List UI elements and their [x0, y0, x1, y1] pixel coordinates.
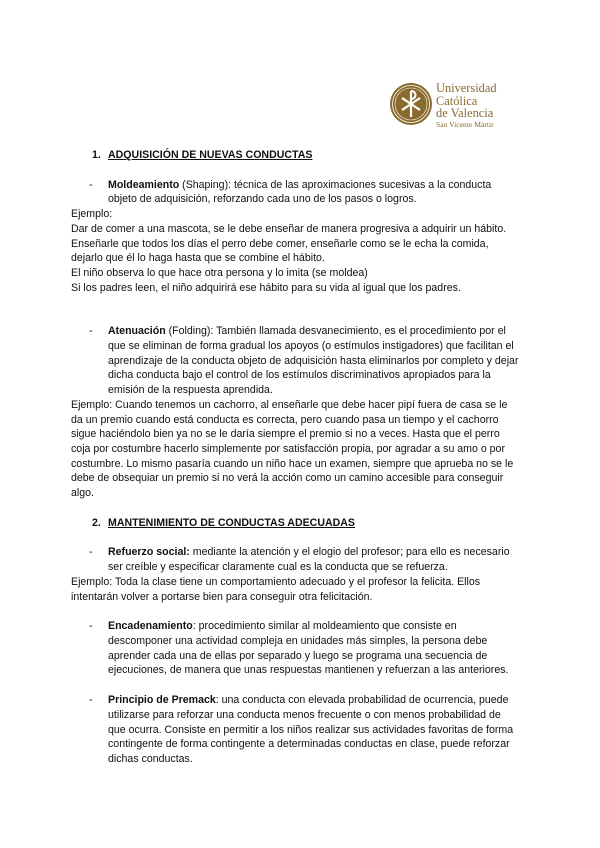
section-number: 1. [92, 149, 101, 161]
section-heading-1 [92, 148, 521, 163]
term-label: Encadenamiento [108, 620, 193, 633]
list-item-refuerzo-social [71, 545, 521, 574]
list-item-atenuacion [71, 324, 521, 398]
document-body [71, 148, 521, 767]
bullet-dash: - [89, 546, 93, 559]
term-label: Moldeamiento [108, 178, 180, 191]
example-text: Dar de comer a una mascota, se le debe enseñar de manera progresiva a adquirir un hábito. Enseñarle que todos los días el perro debe comer, enseñarle como se le echa la comida, dejarlo que él lo haga hasta que se combine el hábito. [71, 222, 507, 265]
logo-line-subtitle: San Vicente Mártir [436, 119, 494, 129]
logo-line-valencia: de Valencia [436, 106, 494, 121]
list-item-encadenamiento [71, 619, 521, 678]
bullet-dash: - [89, 178, 93, 191]
term-label: Refuerzo social: [108, 546, 190, 559]
list-item-moldeamiento [71, 178, 521, 207]
term-description: mediante la atención y el elogio del profesor; para ello es necesario ser creíble y especificar claramente cual es la conducta que se refuerza. [108, 546, 510, 574]
example-text: Ejemplo: Toda la clase tiene un comportamiento adecuado y el profesor la felicita. Ellos intentarán volver a portarse bien para conseguir otra felicitación. [71, 575, 481, 603]
bullet-dash: - [89, 325, 93, 338]
list-item-premack [71, 693, 521, 767]
example-label: Ejemplo: [71, 208, 113, 221]
example-text: Ejemplo: Cuando tenemos un cachorro, al enseñarle que debe hacer pipí fuera de casa se le da un premio cuando está conducta es correcta, pero cuando pasa un tiempo y el cachorro sigue haciéndolo bien ya no se le daría siempre el premio si no a veces. Hasta que el perro coja por costumbre hacerlo simplemente por satisfacción propia, por agradar a su amo o por costumbre. Lo mismo pasaría cuando un niño hace un examen, siempre que aprueba no se le debe de obsequiar un premio si no verá la acción como un camino accesible para conseguir algo. [71, 398, 514, 500]
section-title: MANTENIMIENTO DE CONDUCTAS ADECUADAS [108, 516, 355, 529]
logo-line-university: Universidad [436, 81, 497, 95]
university-seal-icon [389, 82, 433, 126]
bullet-dash: - [89, 694, 93, 707]
university-logo [389, 82, 514, 130]
example-text: Si los padres leen, el niño adquirirá ese hábito para su vida al igual que los padres. [71, 281, 461, 294]
term-description: (Folding): También llamada desvanecimiento, es el procedimiento por el que se eliminan de forma gradual los apoyos (o estímulos instigadores) que facilitan el aprendizaje de la conducta objeto de adquisición hasta eliminarlos por completo y dejar dicha conducta bajo el control de los estímulos discriminativos apropiados para la emisión de la respuesta aprendida. [108, 325, 519, 397]
section-number: 2. [92, 516, 101, 529]
term-description: (Shaping): técnica de las aproximaciones sucesivas a la conducta objeto de adquisición, reforzando cada uno de los pasos o logros. [108, 178, 492, 206]
term-description: : una conducta con elevada probabilidad de ocurrencia, puede utilizarse para reforzar una conducta menos frecuente o con menos probabilidad de que ocurra. Consiste en permitir a los niños realizar sus actividades favoritas de forma contingente de forma contingente a determinadas conductas en clase, puede reforzar dichas conductas. [108, 694, 514, 765]
term-label: Atenuación [108, 325, 166, 338]
section-title: ADQUISICIÓN DE NUEVAS CONDUCTAS [108, 149, 313, 161]
logo-line-catolica: Católica [436, 93, 478, 108]
term-label: Principio de Premack [108, 694, 216, 707]
bullet-dash: - [89, 620, 93, 633]
term-description: : procedimiento similar al moldeamiento que consiste en descomponer una actividad compleja en unidades más simples, la persona debe aprender cada una de ellas por separado y luego se programa una secuencia de ejecuciones, de manera que unas respuestas mantienen y refuerzan a las anteriores. [108, 620, 509, 677]
section-heading-2 [92, 516, 521, 531]
example-text: El niño observa lo que hace otra persona y lo imita (se moldea) [71, 266, 368, 279]
